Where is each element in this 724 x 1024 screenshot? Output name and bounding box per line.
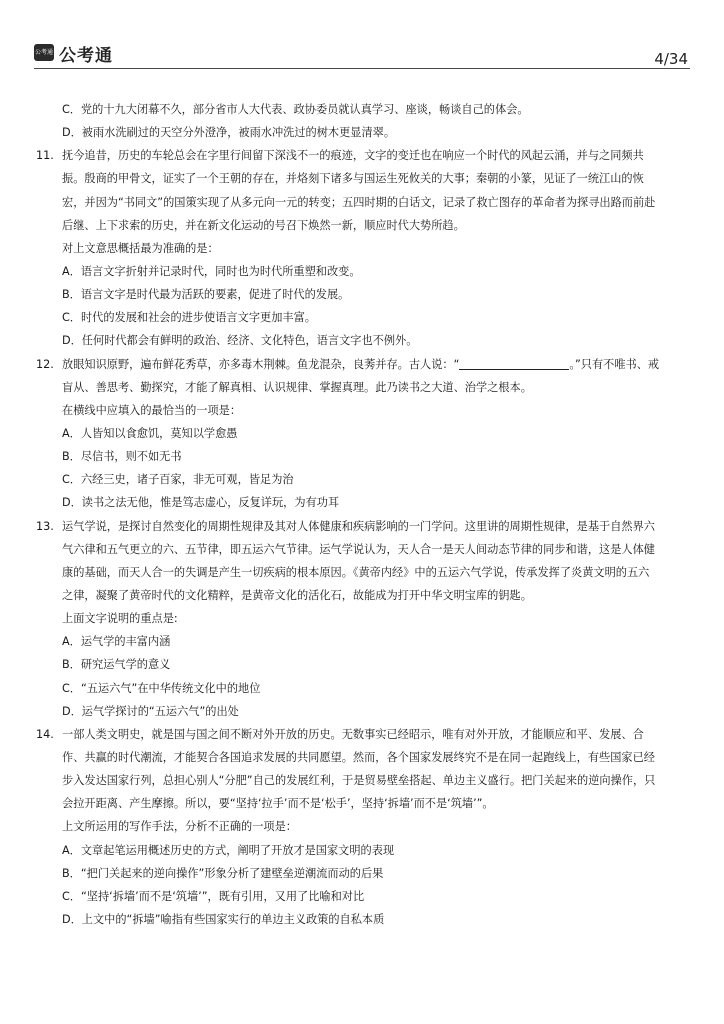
- stem-line: 步入发达国家行列，总担心别人“分肥”自己的发展红利，于是贸易壁垒搭起、单边主义盛行。把门关起来的逆向操作，只: [62, 774, 656, 788]
- question-prompt: 在横线中应填入的最恰当的一项是：: [62, 403, 242, 417]
- question-11: [36, 144, 690, 237]
- stem-line: 后继、上下求索的历史，并在新文化运动的号召下焕然一新，顺应时代大势所趋。: [62, 218, 465, 232]
- question-stem: [62, 353, 659, 399]
- stem-line: 会拉开距离、产生摩擦。所以，要“坚持‘拉手’而不是‘松手’，坚持‘拆墙’而不是‘筑墙’”。: [62, 797, 494, 811]
- stem-line: 振。殷商的甲骨文，证实了一个王朝的存在，并烙刻下诸多与国运生死攸关的大事；秦朝的小篆，见证了一统江山的恢: [62, 172, 644, 186]
- document-body: [36, 98, 690, 931]
- option-b: B．语言文字是时代最为活跃的要素，促进了时代的发展。: [62, 288, 350, 302]
- option-b: B．研究运气学的意义: [62, 658, 171, 672]
- option-d: D．运气学探讨的“五运六气”的出处: [62, 704, 239, 718]
- stem-line: 盲从、善思考、勤探究，才能了解真相、认识规律、掌握真理。此乃读书之大道、治学之根本。: [62, 380, 532, 394]
- question-13: [36, 515, 690, 608]
- option-line: C．党的十九大闭幕不久，部分省市人大代表、政协委员就认真学习、座谈，畅谈自己的体会。: [62, 103, 529, 116]
- brand-name: 公考通: [59, 46, 113, 66]
- question-prompt: 上文所运用的写作手法，分析不正确的一项是：: [62, 820, 297, 834]
- stem-line: 气六律和五气更立的六、五节律，即五运六气节律。运气学说认为，天人合一是天人间动态节律的同步和谐，这是人体健: [62, 542, 655, 556]
- stem-line: 宏，并因为“书同文”的国策实现了从多元向一元的转变；五四时期的白话文，记录了救亡图存的革命者为探寻出路而前赴: [62, 195, 656, 209]
- brand-logo-icon: 公考通: [34, 44, 54, 61]
- option-a: A．运气学的丰富内涵: [62, 635, 171, 649]
- question-stem: [62, 144, 655, 237]
- question-prompt: 上面文字说明的重点是:: [62, 612, 178, 626]
- question-number: 12.: [36, 357, 54, 371]
- stem-line: 之律，凝聚了黄帝时代的文化精粹，是黄帝文化的活化石，故能成为打开中华文明宝库的钥匙。: [62, 588, 532, 602]
- question-number: 11.: [36, 149, 54, 163]
- option-a: A．语言文字折射并记录时代，同时也为时代所重塑和改变。: [62, 264, 361, 278]
- option-c: C．六经三史，诸子百家，非无可观，皆足为治: [62, 473, 294, 487]
- option-d: D．读书之法无他，惟是笃志虚心，反复详玩，为有功耳: [62, 496, 340, 510]
- stem-line: 运气学说，是探讨自然变化的周期性规律及其对人体健康和疾病影响的一门学问。这里讲的周期性规律，是基于自然界六: [62, 519, 655, 533]
- fill-blank: [459, 356, 569, 370]
- stem-line: 抚今追昔，历史的车轮总会在字里行间留下深浅不一的痕迹，文字的变迁也在响应一个时代的风起云涌，并与之同频共: [62, 149, 644, 163]
- stem-line: 康的基础，而天人合一的失调是产生一切疾病的根本原因。《黄帝内经》中的五运六气学说，传承发挥了炎黄文明的五六: [62, 565, 650, 579]
- question-14: [36, 723, 690, 816]
- stem-line: 一部人类文明史，就是国与国之间不断对外开放的历史。无数事实已经昭示，唯有对外开放，才能顺应和平、发展、合: [62, 727, 644, 741]
- question-12: [36, 353, 690, 399]
- stem-line: [62, 353, 659, 376]
- option-a: A．人皆知以食愈饥，莫知以学愈愚: [62, 426, 238, 440]
- option-c: C．“坚持‘拆墙’而不是‘筑墙’”，既有引用，又用了比喻和对比: [62, 889, 365, 903]
- question-number: 13.: [36, 519, 54, 533]
- option-d: D．任何时代都会有鲜明的政治、经济、文化特色，语言文字也不例外。: [62, 334, 418, 348]
- option-d: D．上文中的“拆墙”喻指有些国家实行的单边主义政策的自私本质: [62, 912, 385, 926]
- stem-line: 作、共赢的时代潮流，才能契合各国追求发展的共同愿望。然而，各个国家发展终究不是在同一起跑线上，有些国家已经: [62, 750, 655, 764]
- option-line: D．被雨水洗刷过的天空分外澄净，被雨水冲洗过的树木更显清翠。: [62, 126, 396, 140]
- option-b: B．尽信书，则不如无书: [62, 450, 182, 464]
- question-stem: [62, 723, 655, 816]
- page-number: 4/34: [654, 50, 688, 68]
- option-c: C．时代的发展和社会的进步使语言文字更加丰富。: [62, 311, 316, 325]
- option-c: C．“五运六气”在中华传统文化中的地位: [62, 681, 261, 695]
- question-number: 14.: [36, 727, 54, 741]
- option-b: B．“把门关起来的逆向操作”形象分析了建壁垒逆潮流而动的后果: [62, 866, 384, 880]
- question-prompt: 对上文意思概括最为准确的是：: [62, 241, 219, 255]
- page-header: [34, 40, 690, 69]
- stem-text: 放眼知识原野，遍布鲜花秀草，亦多毒木荆棘。鱼龙混杂，良莠并存。古人说：“: [62, 357, 460, 371]
- stem-text: 。”只有不唯书、戒: [569, 357, 660, 371]
- option-a: A．文章起笔运用概述历史的方式，阐明了开放才是国家文明的表现: [62, 843, 395, 857]
- question-stem: [62, 515, 655, 608]
